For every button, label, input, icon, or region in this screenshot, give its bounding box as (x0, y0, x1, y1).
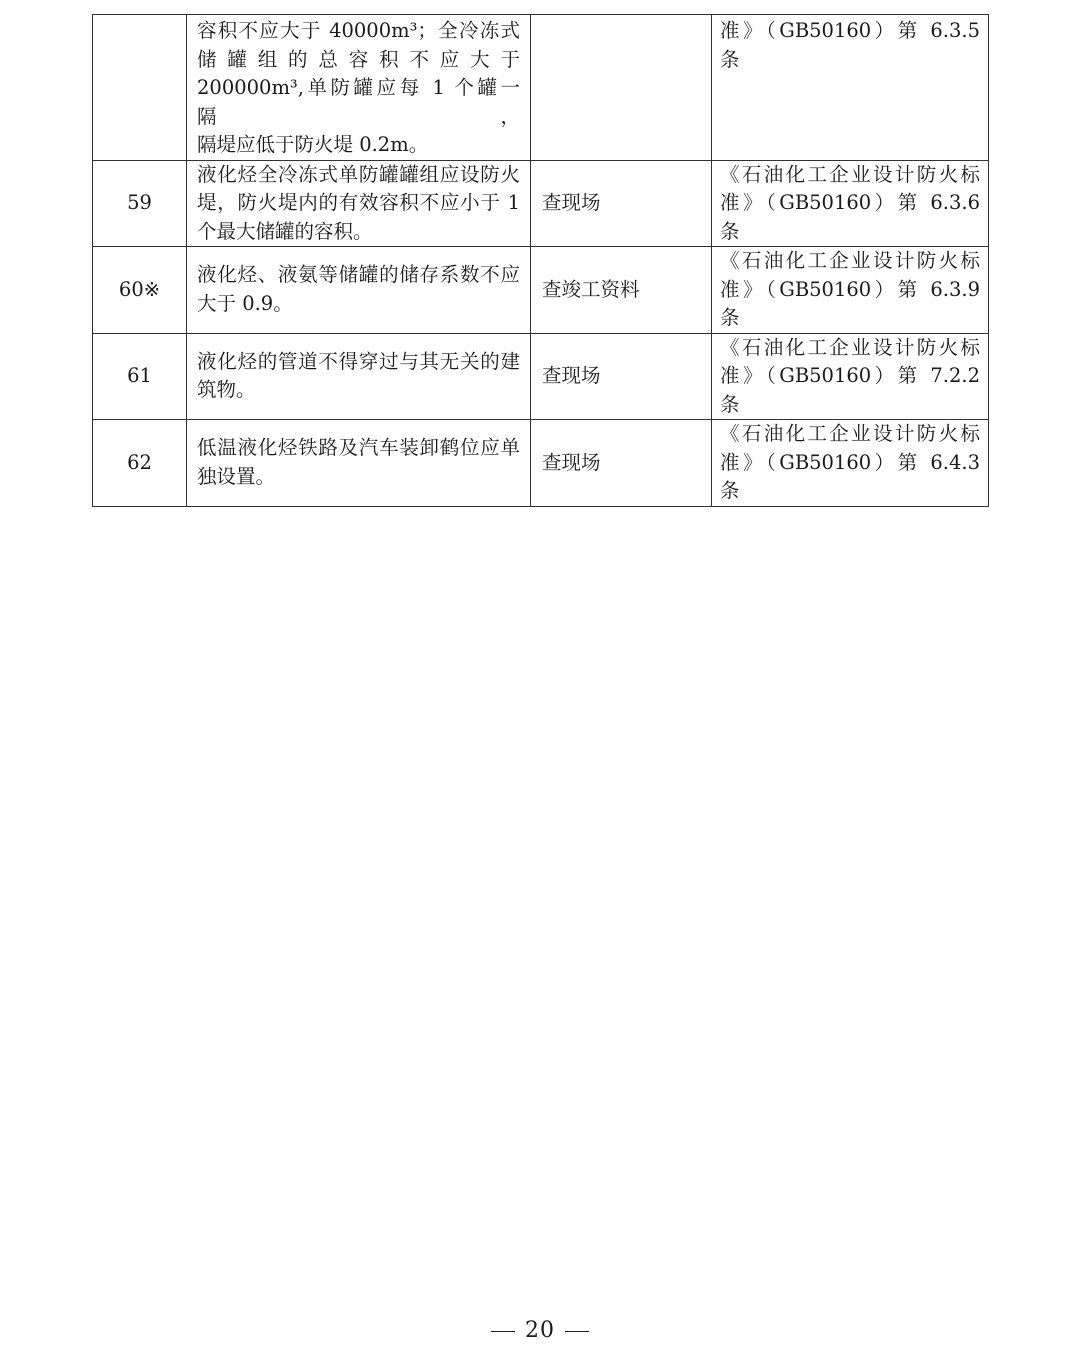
item-number-cell: 61 (93, 333, 187, 420)
requirement-line: 隔堤应低于防火堤 0.2m。 (197, 133, 429, 156)
requirement-line: 容积不应大于 40000m³；全冷冻式 (197, 19, 520, 42)
item-number-cell: 62 (93, 420, 187, 507)
item-number-cell: 59 (93, 160, 187, 247)
dash-right (565, 1331, 589, 1332)
requirement-cell (187, 15, 531, 161)
table-row (93, 247, 989, 334)
check-method-cell: 查现场 (531, 160, 712, 247)
basis-cell (712, 15, 989, 161)
basis-cell: 《石油化工企业设计防火标准》（GB50160）第 6.3.6 条 (712, 160, 989, 247)
requirement-cell: 液化烃全冷冻式单防罐罐组应设防火堤，防火堤内的有效容积不应小于 1 个最大储罐的容积。 (187, 160, 531, 247)
page-number (0, 1318, 1080, 1343)
table-row (93, 15, 989, 161)
requirement-cell: 液化烃、液氨等储罐的储存系数不应大于 0.9。 (187, 247, 531, 334)
check-method-cell: 查现场 (531, 333, 712, 420)
table-row (93, 333, 989, 420)
basis-cell: 《石油化工企业设计防火标准》（GB50160）第 6.3.9 条 (712, 247, 989, 334)
item-number-cell (93, 15, 187, 161)
basis-cell: 《石油化工企业设计防火标准》（GB50160）第 6.4.3 条 (712, 420, 989, 507)
requirement-line: 储 罐 组 的 总 容 积 不 应 大 于 (197, 47, 520, 71)
check-method-cell (531, 15, 712, 161)
item-number-cell: 60※ (93, 247, 187, 334)
requirement-line: 200000m³,单防罐应每 1 个罐一隔， (197, 76, 520, 128)
check-method-cell: 查竣工资料 (531, 247, 712, 334)
basis-line: 条 (720, 47, 740, 71)
dash-left (491, 1331, 515, 1332)
table-row (93, 160, 989, 247)
inspection-table (92, 14, 989, 507)
page-number-value: 20 (525, 1318, 555, 1343)
check-method-cell: 查现场 (531, 420, 712, 507)
requirement-cell: 液化烃的管道不得穿过与其无关的建筑物。 (187, 333, 531, 420)
table-row (93, 420, 989, 507)
requirement-cell: 低温液化烃铁路及汽车装卸鹤位应单独设置。 (187, 420, 531, 507)
basis-line: 准》（GB50160）第 6.3.5 (720, 19, 980, 42)
basis-cell: 《石油化工企业设计防火标准》（GB50160）第 7.2.2 条 (712, 333, 989, 420)
